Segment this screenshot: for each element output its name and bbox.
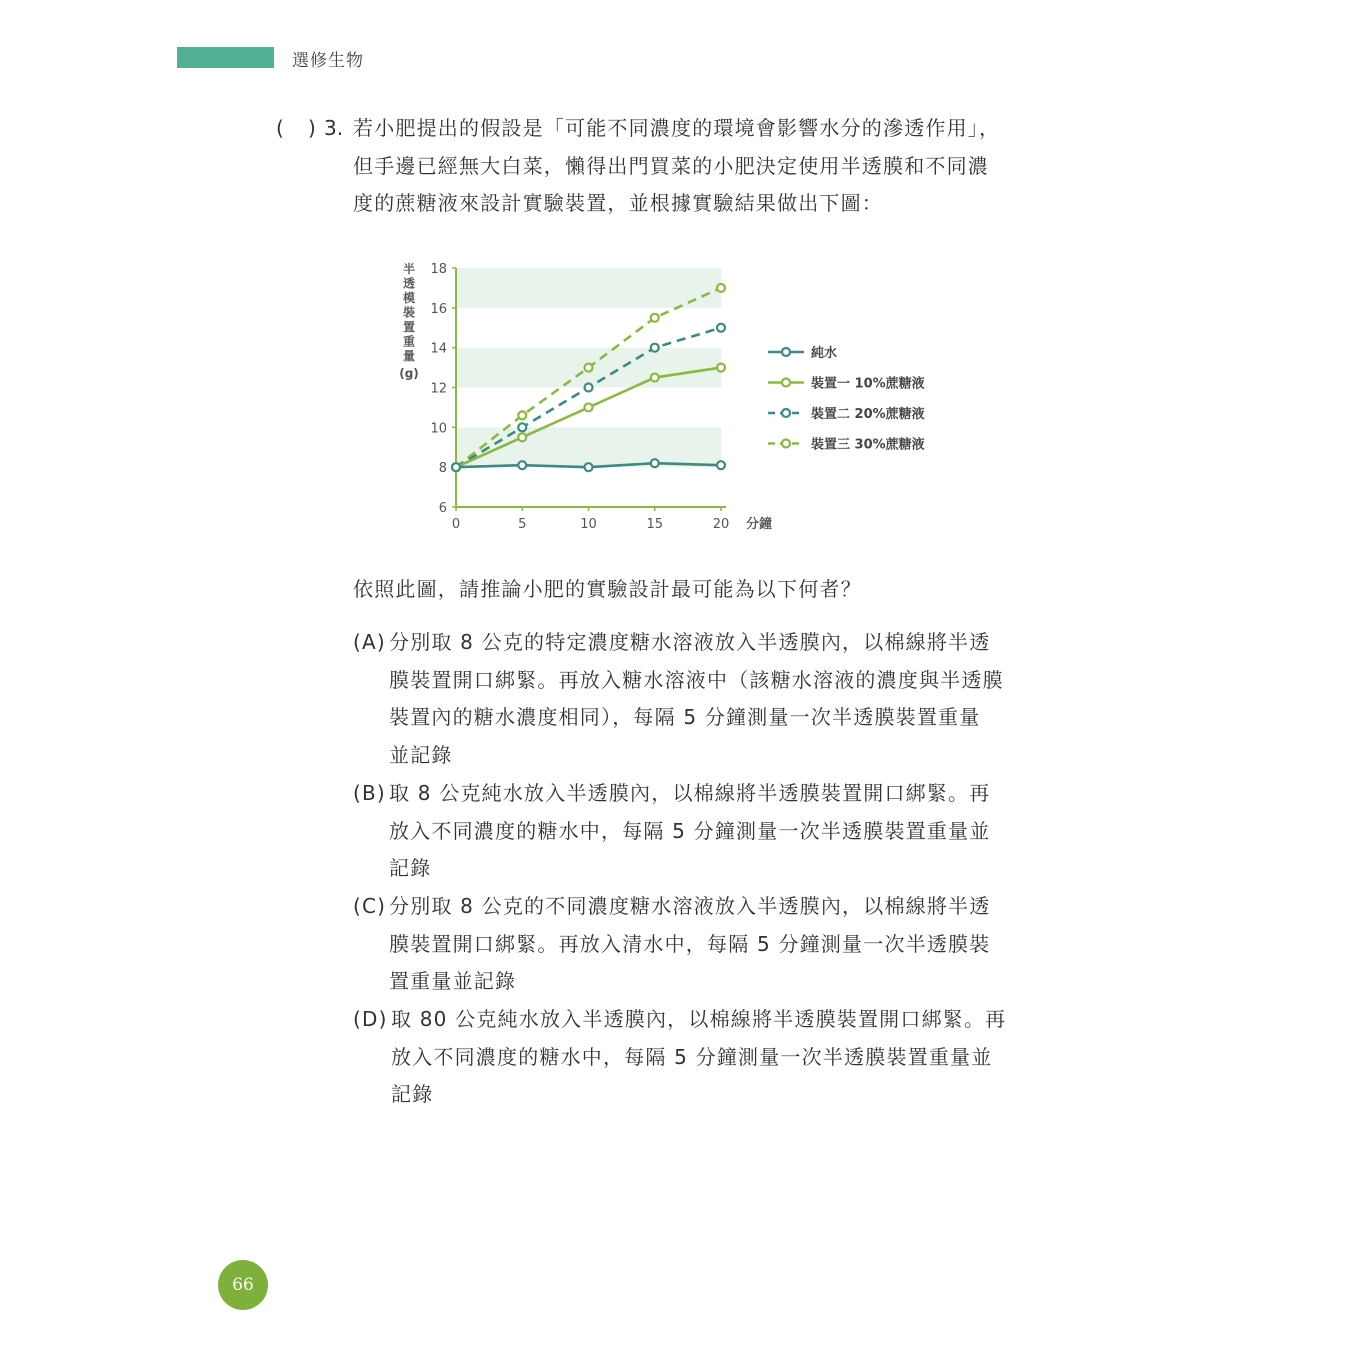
legend-label: 裝置三 30%蔗糖液 <box>811 437 925 453</box>
option-d-line: 記錄 <box>391 1082 434 1106</box>
legend-label: 裝置一 10%蔗糖液 <box>811 376 925 392</box>
y-tick-label: 10 <box>430 421 447 437</box>
data-point <box>651 344 659 352</box>
question-stem-line: 但手邊已經無大白菜，懶得出門買菜的小肥決定使用半透膜和不同濃 <box>353 154 989 178</box>
y-tick-label: 6 <box>438 501 447 516</box>
grid-band <box>456 268 721 308</box>
data-point <box>651 314 659 322</box>
data-point <box>585 403 593 411</box>
x-axis-label: 分鐘 <box>746 517 773 532</box>
header-accent-bar <box>177 47 274 68</box>
legend-swatch-marker <box>782 348 790 356</box>
option-d-line: 放入不同濃度的糖水中，每隔 5 分鐘測量一次半透膜裝置重量並 <box>391 1045 993 1069</box>
y-axis-label-char: 裝 <box>402 305 416 320</box>
data-point <box>585 384 593 392</box>
legend-swatch-marker <box>782 379 790 387</box>
data-point <box>717 364 725 372</box>
option-c-line: 置重量並記錄 <box>389 969 517 993</box>
option-d-label: (D) <box>353 1007 388 1031</box>
option-a-line: 裝置內的糖水濃度相同），每隔 5 分鐘測量一次半透膜裝置重量 <box>389 705 981 729</box>
option-d-line: 取 80 公克純水放入半透膜內，以棉線將半透膜裝置開口綁緊。再 <box>391 1007 1007 1031</box>
y-axis-label-char: 模 <box>402 291 416 305</box>
question-prompt: 依照此圖，請推論小肥的實驗設計最可能為以下何者？ <box>353 577 862 601</box>
x-tick-label: 10 <box>580 517 597 532</box>
y-tick-label: 16 <box>430 301 447 317</box>
question-stem-line: 若小肥提出的假設是「可能不同濃度的環境會影響水分的滲透作用」， <box>353 116 1001 140</box>
data-point <box>518 433 526 441</box>
option-b-line: 記錄 <box>389 856 432 880</box>
y-axis-label-char: 透 <box>402 276 416 291</box>
data-point <box>518 461 526 469</box>
header-title: 選修生物 <box>292 51 364 71</box>
x-tick-label: 15 <box>646 517 664 532</box>
x-tick-label: 0 <box>451 517 461 532</box>
y-tick-label: 8 <box>438 461 447 477</box>
data-point <box>452 463 460 471</box>
x-tick-label: 5 <box>518 517 527 532</box>
legend-label: 純水 <box>811 346 838 361</box>
page-number-badge: 66 <box>218 1260 268 1310</box>
option-c-label: (C) <box>353 894 387 918</box>
data-point <box>651 374 659 382</box>
question-stem-line: 度的蔗糖液來設計實驗裝置，並根據實驗結果做出下圖： <box>353 191 883 215</box>
option-a-label: (A) <box>353 630 386 654</box>
option-c-line: 分別取 8 公克的不同濃度糖水溶液放入半透膜內，以棉線將半透 <box>389 894 991 918</box>
grid-band <box>456 427 721 467</box>
y-tick-label: 18 <box>430 262 447 277</box>
option-b-line: 取 8 公克純水放入半透膜內，以棉線將半透膜裝置開口綁緊。再 <box>389 781 991 805</box>
osmosis-line-chart <box>390 250 950 550</box>
option-b-label: (B) <box>353 781 386 805</box>
y-tick-label: 14 <box>430 341 447 357</box>
legend-label: 裝置二 20%蔗糖液 <box>811 407 925 422</box>
data-point <box>518 411 526 419</box>
data-point <box>717 324 725 332</box>
data-point <box>717 461 725 469</box>
option-a-line: 分別取 8 公克的特定濃度糖水溶液放入半透膜內，以棉線將半透 <box>389 630 991 654</box>
option-b-line: 放入不同濃度的糖水中，每隔 5 分鐘測量一次半透膜裝置重量並 <box>389 819 991 843</box>
data-point <box>585 364 593 372</box>
y-tick-label: 12 <box>430 381 447 397</box>
option-a-line: 並記錄 <box>389 743 453 767</box>
legend-swatch-marker <box>782 440 790 448</box>
y-axis-label-char: 重 <box>402 334 416 349</box>
option-c-line: 膜裝置開口綁緊。再放入清水中，每隔 5 分鐘測量一次半透膜裝 <box>389 932 991 956</box>
option-a-line: 膜裝置開口綁緊。再放入糖水溶液中（該糖水溶液的濃度與半透膜 <box>389 668 1004 692</box>
x-tick-label: 20 <box>712 517 730 532</box>
y-axis-label-char: (g) <box>399 366 419 381</box>
question-number: 3. <box>324 116 344 140</box>
data-point <box>518 423 526 431</box>
y-axis-label-char: 量 <box>402 349 416 363</box>
y-axis-label-char: 置 <box>402 320 416 334</box>
answer-bracket-close: ) <box>308 116 316 140</box>
data-point <box>717 284 725 292</box>
data-point <box>651 459 659 467</box>
answer-bracket-open: ( <box>276 116 284 140</box>
legend-swatch-marker <box>782 409 790 417</box>
y-axis-label-char: 半 <box>402 262 416 276</box>
data-point <box>585 463 593 471</box>
